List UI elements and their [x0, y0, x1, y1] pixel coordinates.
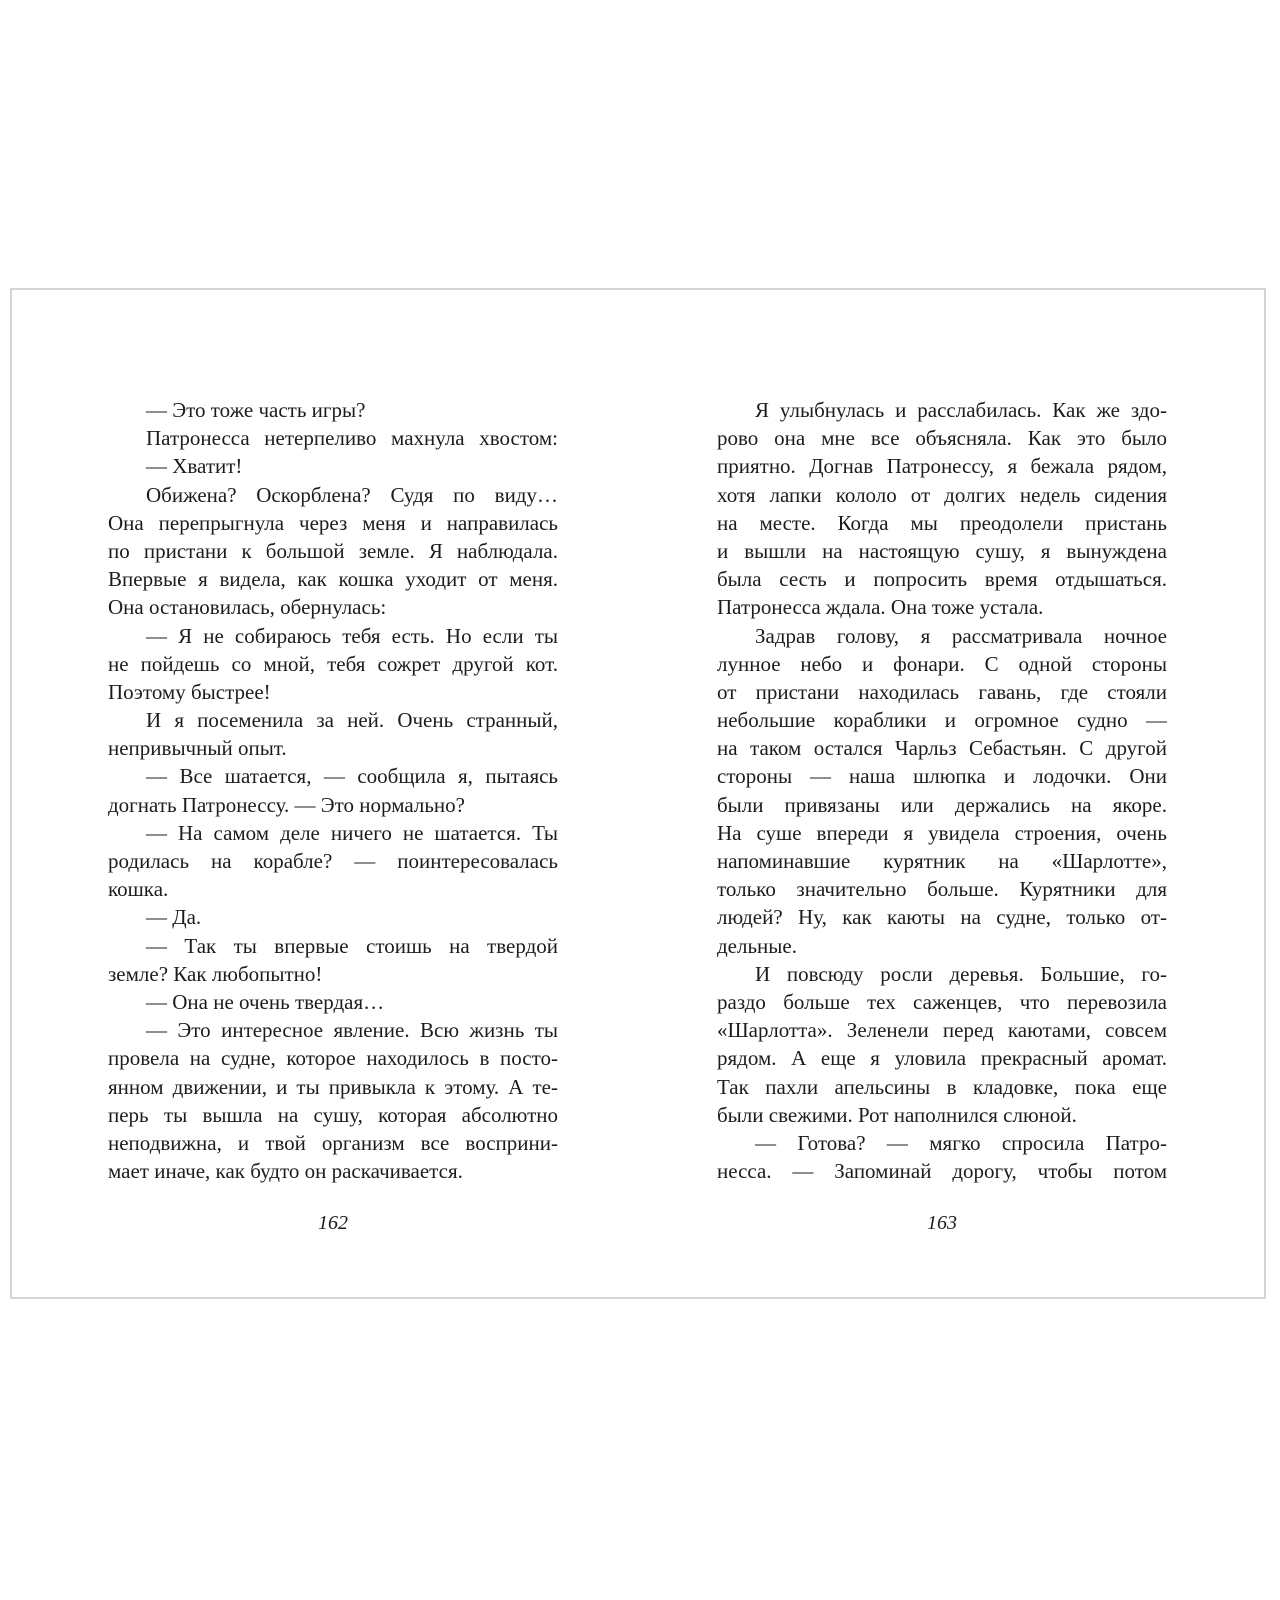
text-line: рядом. А еще я уловила прекрасный аромат.	[717, 1046, 1167, 1071]
text-line: — На самом деле ничего не шатается. Ты	[146, 820, 558, 845]
text-line: несса. — Запоминай дорогу, чтобы потом	[717, 1159, 1167, 1184]
page-right	[717, 396, 1167, 1235]
text-line: непривычный опыт.	[108, 736, 287, 761]
text-line: на таком остался Чарльз Себастьян. С другой	[717, 736, 1167, 761]
text-line: Она перепрыгнула через меня и направилась	[108, 510, 558, 535]
text-line: Задрав голову, я рассматривала ночное	[755, 623, 1167, 648]
text-line: небольшие кораблики и огромное судно —	[717, 708, 1167, 733]
page-left-lines	[108, 396, 558, 1185]
text-line: напоминавшие курятник на «Шарлотте»,	[717, 849, 1167, 873]
text-line: не пойдешь со мной, тебя сожрет другой кот.	[108, 651, 558, 676]
text-line: дельные.	[717, 933, 797, 958]
text-line: — Хватит!	[146, 454, 243, 479]
text-line: перь ты вышла на сушу, которая абсолютно	[108, 1102, 558, 1127]
text-line: На суше впереди я увидела строения, очень	[717, 820, 1167, 845]
text-line: были привязаны или держались на якоре.	[717, 792, 1167, 817]
text-line: родилась на корабле? — поинтересовалась	[108, 849, 558, 873]
text-line: от пристани находилась гавань, где стояли	[717, 679, 1167, 704]
text-line: «Шарлотта». Зеленели перед каютами, совсем	[717, 1018, 1167, 1043]
text-line: Патронесса ждала. Она тоже устала.	[717, 595, 1044, 620]
page-right-lines	[717, 396, 1167, 1185]
text-line: И я посеменила за ней. Очень странный,	[146, 708, 558, 733]
text-line: кошка.	[108, 877, 169, 902]
text-line: Она остановилась, обернулась:	[108, 595, 387, 620]
text-line: Так пахли апельсины в кладовке, пока еще	[717, 1074, 1167, 1099]
text-line: мает иначе, как будто он раскачивается.	[108, 1159, 463, 1184]
text-line: Впервые я видела, как кошка уходит от меня.	[108, 567, 558, 592]
text-line: — Это тоже часть игры?	[146, 398, 366, 422]
text-line: Я улыбнулась и расслабилась. Как же здо-	[755, 398, 1167, 422]
text-line: Патронесса нетерпеливо махнула хвостом:	[146, 426, 558, 451]
text-line: лунное небо и фонари. С одной стороны	[717, 651, 1167, 676]
text-line: Обижена? Оскорблена? Судя по виду…	[146, 482, 558, 507]
text-line: — Она не очень твердая…	[146, 989, 385, 1014]
text-line: стороны — наша шлюпка и лодочки. Они	[717, 764, 1167, 789]
text-line: по пристани к большой земле. Я наблюдала.	[108, 538, 558, 563]
text-line: — Я не собираюсь тебя есть. Но если ты	[146, 623, 558, 648]
text-line: — Так ты впервые стоишь на твердой	[146, 933, 558, 958]
text-line: янном движении, и ты привыкла к этому. А те-	[108, 1074, 558, 1099]
text-line: людей? Ну, как каюты на судне, только от-	[717, 905, 1167, 930]
text-line: — Готова? — мягко спросила Патро-	[755, 1130, 1167, 1155]
text-line: — Да.	[146, 905, 202, 930]
text-line: приятно. Догнав Патронессу, я бежала рядом,	[717, 454, 1167, 479]
text-line: провела на судне, которое находилось в посто-	[108, 1046, 558, 1071]
text-line: раздо больше тех саженцев, что перевозила	[717, 989, 1167, 1014]
text-line: только значительно больше. Курятники для	[717, 877, 1167, 902]
page-left-number: 162	[318, 1212, 348, 1235]
text-line: земле? Как любопытно!	[108, 961, 323, 986]
text-line: была сесть и попросить время отдышаться.	[717, 567, 1167, 592]
page-right-number: 163	[927, 1212, 957, 1235]
text-line: и вышли на настоящую сушу, я вынуждена	[717, 538, 1167, 563]
text-line: — Это интересное явление. Всю жизнь ты	[146, 1018, 558, 1043]
text-line: на месте. Когда мы преодолели пристань	[717, 510, 1167, 535]
text-line: И повсюду росли деревья. Большие, го-	[755, 961, 1167, 986]
text-line: рово она мне все объясняла. Как это было	[717, 426, 1167, 451]
book-page-sheet	[10, 288, 1266, 1299]
text-line: были свежими. Рот наполнился слюной.	[717, 1102, 1077, 1127]
page-left	[108, 396, 558, 1235]
text-line: — Все шатается, — сообщила я, пытаясь	[146, 764, 558, 789]
text-line: хотя лапки кололо от долгих недель сидения	[717, 482, 1167, 507]
text-line: неподвижна, и твой организм все восприни-	[108, 1130, 558, 1155]
text-line: Поэтому быстрее!	[108, 679, 271, 704]
text-line: догнать Патронессу. — Это нормально?	[108, 792, 465, 817]
